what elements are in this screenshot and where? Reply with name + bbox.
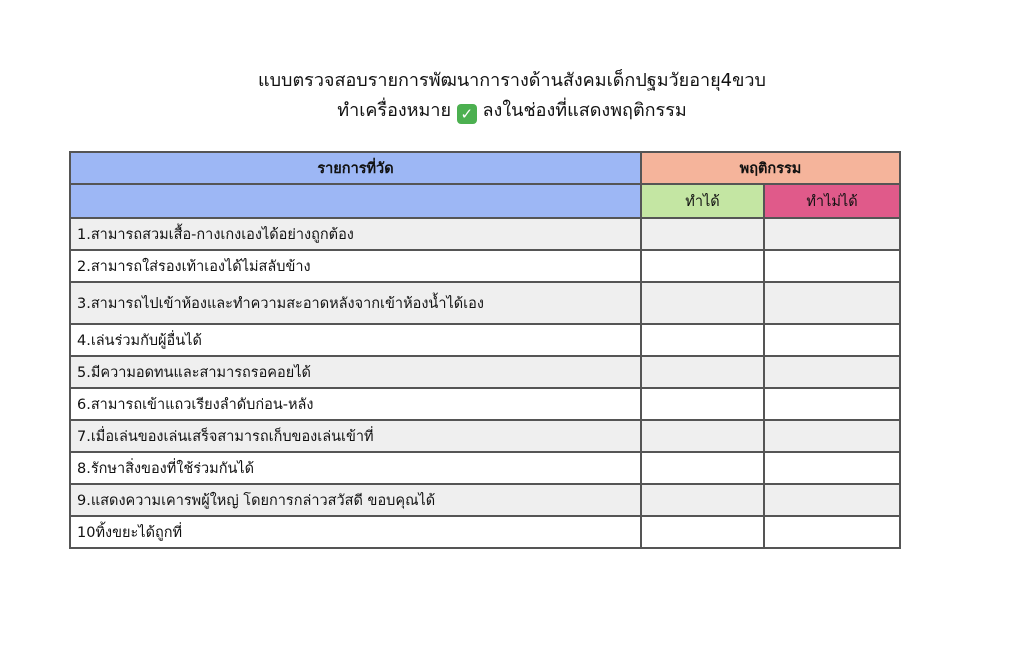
cannot-cell[interactable] xyxy=(764,388,900,420)
row-item-label: 8.รักษาสิ่งของที่ใช้ร่วมกันได้ xyxy=(70,452,641,484)
row-item-label: 10ทิ้งขยะได้ถูกที่ xyxy=(70,516,641,548)
cannot-cell[interactable] xyxy=(764,516,900,548)
checklist-table xyxy=(69,151,901,549)
title-block xyxy=(0,66,1024,126)
table-row xyxy=(70,282,900,324)
header-cannot: ทำไม่ได้ xyxy=(764,184,900,218)
cannot-cell[interactable] xyxy=(764,282,900,324)
table-row xyxy=(70,250,900,282)
table-row xyxy=(70,484,900,516)
header-behavior: พฤติกรรม xyxy=(641,152,900,184)
header-item: รายการที่วัด xyxy=(70,152,641,184)
row-item-label: 9.แสดงความเคารพผู้ใหญ่ โดยการกล่าวสวัสดี ขอบคุณได้ xyxy=(70,484,641,516)
table-row xyxy=(70,516,900,548)
can-cell[interactable] xyxy=(641,218,764,250)
header-item-blank xyxy=(70,184,641,218)
table-row xyxy=(70,324,900,356)
row-item-label: 1.สามารถสวมเสื้อ-กางเกงเองได้อย่างถูกต้อง xyxy=(70,218,641,250)
header-can: ทำได้ xyxy=(641,184,764,218)
table-row xyxy=(70,420,900,452)
instruction-text: ทำเครื่องหมาย xyxy=(337,100,452,121)
can-cell[interactable] xyxy=(641,420,764,452)
row-item-label: 3.สามารถไปเข้าห้องและทำความสะอาดหลังจากเข้าห้องน้ำได้เอง xyxy=(70,282,641,324)
cannot-cell[interactable] xyxy=(764,484,900,516)
can-cell[interactable] xyxy=(641,356,764,388)
can-cell[interactable] xyxy=(641,484,764,516)
cannot-cell[interactable] xyxy=(764,250,900,282)
row-item-label: 7.เมื่อเล่นของเล่นเสร็จสามารถเก็บของเล่นเข้าที่ xyxy=(70,420,641,452)
title-line-2 xyxy=(0,96,1024,126)
row-item-label: 5.มีความอดทนและสามารถรอคอยได้ xyxy=(70,356,641,388)
white-check-mark-icon: ✓ xyxy=(457,104,477,124)
row-item-label: 4.เล่นร่วมกับผู้อื่นได้ xyxy=(70,324,641,356)
can-cell[interactable] xyxy=(641,282,764,324)
cannot-cell[interactable] xyxy=(764,452,900,484)
cannot-cell[interactable] xyxy=(764,218,900,250)
can-cell[interactable] xyxy=(641,516,764,548)
can-cell[interactable] xyxy=(641,388,764,420)
cannot-cell[interactable] xyxy=(764,324,900,356)
can-cell[interactable] xyxy=(641,250,764,282)
table-row xyxy=(70,388,900,420)
can-cell[interactable] xyxy=(641,452,764,484)
cannot-cell[interactable] xyxy=(764,420,900,452)
table-row xyxy=(70,218,900,250)
cannot-cell[interactable] xyxy=(764,356,900,388)
table-row xyxy=(70,452,900,484)
row-item-label: 6.สามารถเข้าแถวเรียงลำดับก่อน-หลัง xyxy=(70,388,641,420)
can-cell[interactable] xyxy=(641,324,764,356)
row-item-label: 2.สามารถใส่รองเท้าเองได้ไม่สลับข้าง xyxy=(70,250,641,282)
instruction-text-end: ลงในช่องที่แสดงพฤติกรรม xyxy=(482,100,687,121)
table-row xyxy=(70,356,900,388)
title-line-1: แบบตรวจสอบรายการพัฒนาการางด้านสังคมเด็กปฐมวัยอายุ4ขวบ xyxy=(258,70,766,91)
